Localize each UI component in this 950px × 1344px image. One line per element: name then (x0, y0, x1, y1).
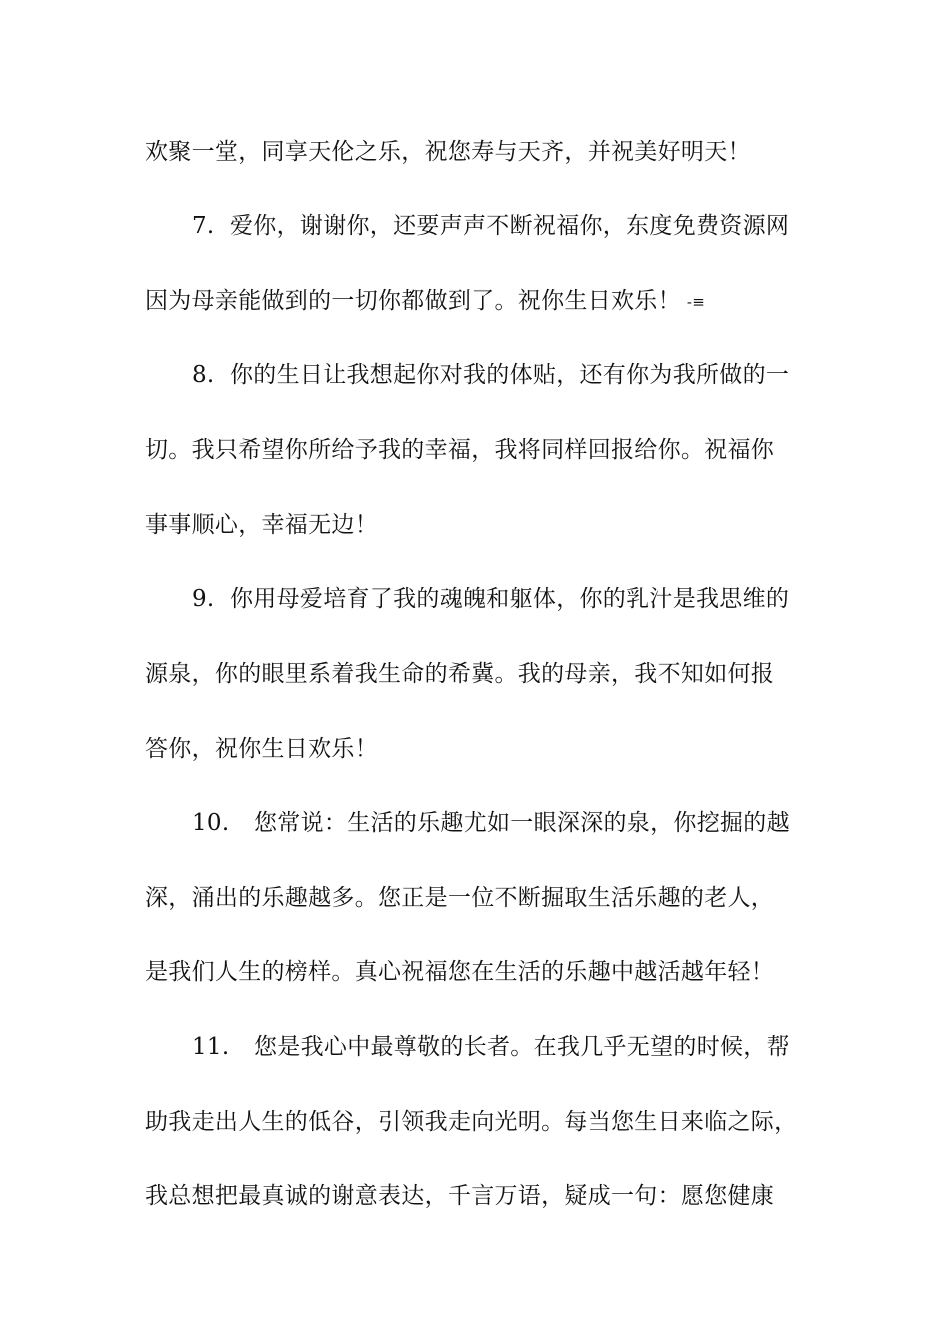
text-line (145, 1176, 815, 1216)
line-text: 源泉，你的眼里系着我生命的希冀。我的母亲，我不知如何报 (145, 661, 775, 687)
list-item-11 (192, 1027, 815, 1067)
line-text: 爱你，谢谢你，还要声声不断祝福你，东度免费资源网 (230, 213, 790, 239)
text-line (145, 729, 815, 769)
list-item-8 (192, 355, 815, 395)
line-text: 我总想把最真诚的谢意表达，千言万语，疑成一句：愿您健康 (145, 1183, 775, 1209)
item-number: 11. (192, 1034, 230, 1060)
text-line (145, 654, 815, 694)
line-text: 你用母爱培育了我的魂魄和躯体，你的乳汁是我思维的 (230, 586, 790, 612)
text-line (145, 430, 815, 470)
line-text: 欢聚一堂，同享天伦之乐，祝您寿与天齐，并祝美好明天！ (145, 139, 751, 165)
line-text: 答你，祝你生日欢乐！ (145, 736, 378, 762)
item-number: 8. (192, 362, 215, 388)
list-item-9 (192, 579, 815, 619)
line-text: 您是我心中最尊敬的长者。在我几乎无望的时候，帮 (254, 1034, 790, 1060)
text-line (145, 505, 815, 545)
item-number: 7. (192, 213, 215, 239)
line-text: 助我走出人生的低谷，引领我走向光明。每当您生日来临之际， (145, 1109, 798, 1135)
list-item-10 (192, 803, 815, 843)
text-line (145, 1102, 815, 1142)
list-item-7 (192, 206, 815, 246)
line-text: 您常说：生活的乐趣尤如一眼深深的泉，你挖掘的越 (254, 810, 790, 836)
stray-mark: -≡ (686, 293, 706, 311)
line-text: 你的生日让我想起你对我的体贴，还有你为我所做的一 (230, 362, 790, 388)
line-text: 切。我只希望你所给予我的幸福，我将同样回报给你。祝福你 (145, 437, 775, 463)
line-text: 是我们人生的榜样。真心祝福您在生活的乐趣中越活越年轻！ (145, 959, 775, 985)
line-text: 深，涌出的乐趣越多。您正是一位不断掘取生活乐趣的老人， (145, 885, 775, 911)
line-text: 事事顺心，幸福无边！ (145, 512, 378, 538)
text-line (145, 952, 815, 992)
text-line (145, 281, 815, 321)
item-number: 9. (192, 586, 215, 612)
item-number: 10. (192, 810, 230, 836)
text-line (145, 878, 815, 918)
line-text: 因为母亲能做到的一切你都做到了。祝你生日欢乐！ (145, 288, 681, 314)
text-line (145, 132, 815, 172)
